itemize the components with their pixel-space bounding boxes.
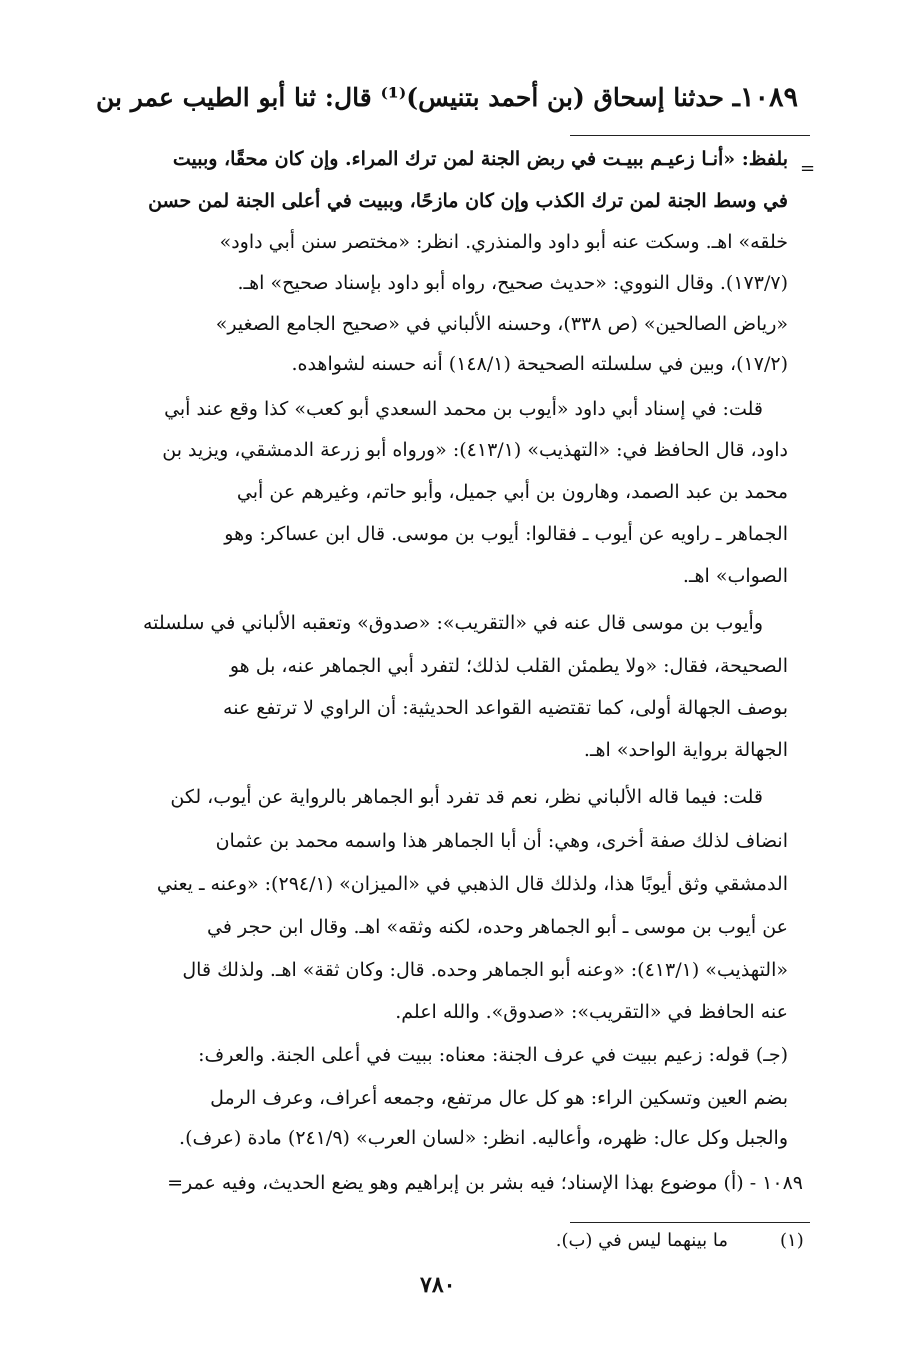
header-divider	[570, 135, 810, 136]
hadith-number: ١٠٨٩	[739, 82, 798, 113]
commentary-line: الجهالة برواية الواحد» اهـ.	[583, 739, 788, 761]
commentary-line: ١٠٨٩ - (أ) موضوع بهذا الإسناد؛ فيه بشر بن إبراهيم وهو يضع الحديث، وفيه عمر=	[167, 1172, 803, 1194]
hadith-header-text: ـ حدثنا إسحاق (بن أحمد بتنيس)⁽¹⁾ قال: ثنا أبو الطيب عمر بن	[96, 83, 740, 112]
footnote-text: ما بينهما ليس في (ب).	[555, 1230, 728, 1251]
commentary-line: بوصف الجهالة أولى، كما تقتضيه القواعد الحديثية: أن الراوي لا ترتفع عنه	[223, 697, 788, 719]
commentary-line: الجماهر ـ راويه عن أيوب ـ فقالوا: أيوب بن موسى. قال ابن عساكر: وهو	[224, 523, 788, 545]
commentary-line: «رياض الصالحين» (ص ٣٣٨)، وحسنه الألباني في «صحيح الجامع الصغير»	[215, 313, 788, 335]
footnote-marker: (١)	[780, 1230, 804, 1251]
commentary-line: محمد بن عبد الصمد، وهارون بن أبي جميل، وأبو حاتم، وغيرهم عن أبي	[236, 481, 788, 503]
commentary-line: قلت: فيما قاله الألباني نظر، نعم قد تفرد أبو الجماهر بالرواية عن أيوب، لكن	[170, 786, 763, 808]
page-number: ٧٨٠	[420, 1272, 456, 1298]
commentary-line: والجبل وكل عال: ظهره، وأعاليه. انظر: «لسان العرب» (٢٤١/٩) مادة (عرف).	[179, 1127, 788, 1149]
commentary-line: عنه الحافظ في «التقريب»: «صدوق». والله اعلم.	[395, 1001, 788, 1023]
footnote-divider	[570, 1222, 810, 1223]
commentary-line: بضم العين وتسكين الراء: هو كل عال مرتفع، وجمعه أعراف، وعرف الرمل	[210, 1087, 788, 1109]
hadith-header	[96, 82, 798, 113]
commentary-line: انضاف لذلك صفة أخرى، وهي: أن أبا الجماهر هذا واسمه محمد بن عثمان	[215, 830, 788, 852]
commentary-line: داود، قال الحافظ في: «التهذيب» (٤١٣/١): «ورواه أبو زرعة الدمشقي، ويزيد بن	[162, 439, 788, 461]
commentary-line: خلقه» اهـ. وسكت عنه أبو داود والمنذري. انظر: «مختصر سنن أبي داود»	[219, 231, 788, 253]
commentary-line: «التهذيب» (٤١٣/١): «وعنه أبو الجماهر وحده. قال: وكان ثقة» اهـ. ولذلك قال	[182, 959, 788, 981]
continuation-mark: =	[800, 158, 816, 179]
commentary-line: الدمشقي وثق أيوبًا هذا، ولذلك قال الذهبي في «الميزان» (٢٩٤/١): «وعنه ـ يعني	[156, 873, 788, 895]
commentary-line: الصواب» اهـ.	[682, 565, 788, 587]
commentary-line: في وسط الجنة لمن ترك الكذب وإن كان مازحًا، وببيت في أعلى الجنة لمن حسن	[148, 190, 788, 212]
commentary-line: قلت: في إسناد أبي داود «أيوب بن محمد السعدي أبو كعب» كذا وقع عند أبي	[164, 398, 763, 420]
commentary-line: (جـ) قوله: زعيم ببيت في عرف الجنة: معناه: ببيت في أعلى الجنة. والعرف:	[198, 1044, 788, 1066]
commentary-line: الصحيحة، فقال: «ولا يطمئن القلب لذلك؛ لتفرد أبي الجماهر عنه، بل هو	[229, 655, 788, 677]
commentary-line: (١٧/٢)، وبين في سلسلته الصحيحة (١٤٨/١) أنه حسنه لشواهده.	[291, 353, 788, 375]
commentary-line: عن أيوب بن موسى ـ أبو الجماهر وحده، لكنه وثقه» اهـ. وقال ابن حجر في	[207, 916, 788, 938]
commentary-line: وأيوب بن موسى قال عنه في «التقريب»: «صدوق» وتعقبه الألباني في سلسلته	[143, 612, 763, 634]
commentary-line: (١٧٣/٧). وقال النووي: «حديث صحيح، رواه أبو داود بإسناد صحيح» اهـ.	[237, 272, 788, 294]
commentary-line: بلفظ: «أنـا زعيـم ببيـت في ربض الجنة لمن ترك المراء. وإن كان محقًا، وببيت	[172, 148, 788, 170]
